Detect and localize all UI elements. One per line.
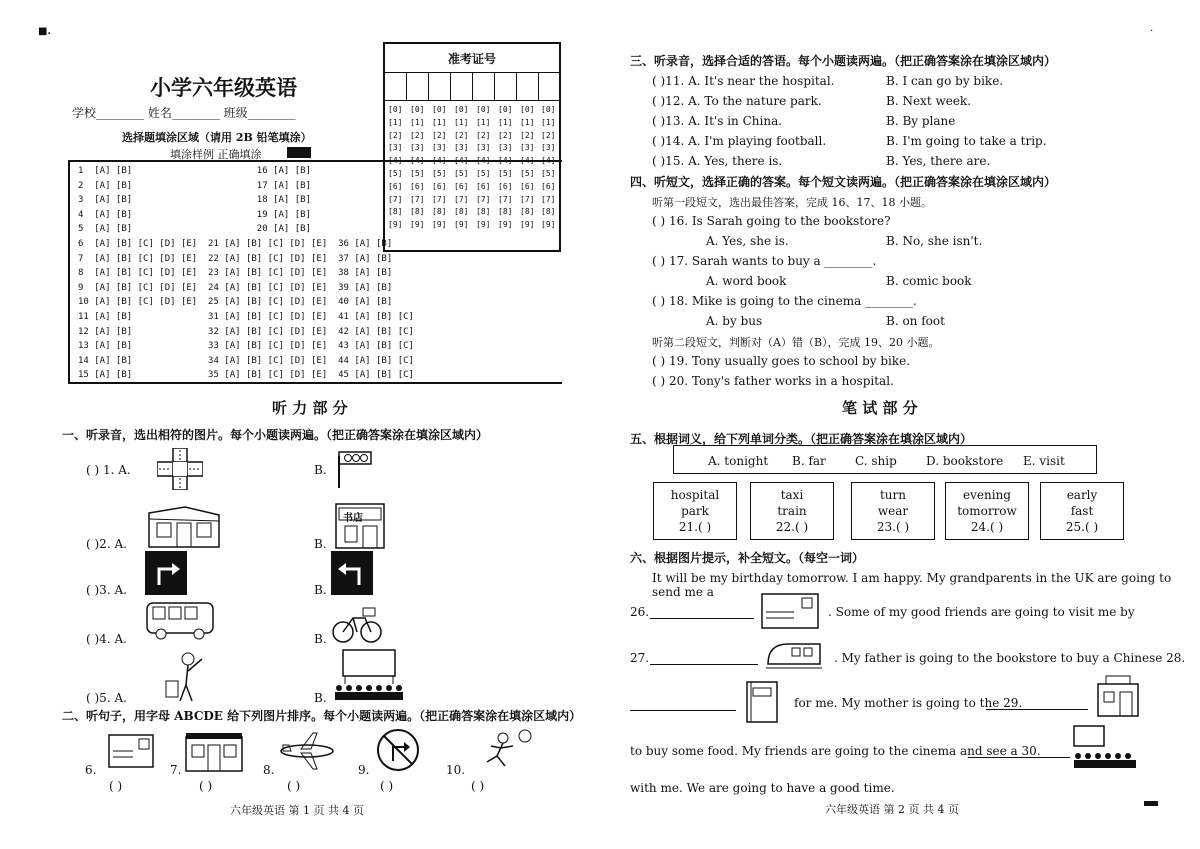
passage-line-1: It will be my birthday tomorrow. I am happy. My grandparents in the UK are going to send me a [652, 571, 1172, 599]
q2-label: ( )2. A. [86, 537, 127, 551]
passage-line-2: . Some of my good friends are going to visit me by [828, 605, 1135, 619]
q7-label: 7. [170, 763, 182, 777]
section4-intro1: 听第一段短文，选出最佳答案，完成 16、17、18 小题。 [652, 196, 932, 209]
answer-paren[interactable]: 24.( ) [970, 520, 1004, 534]
train-icon [764, 634, 824, 674]
answer-row[interactable]: 4 [A] [B] 19 [A] [B] [78, 209, 311, 220]
q16-option-b: B. No, she isn't. [886, 234, 983, 248]
q17-option-b: B. comic book [886, 274, 972, 288]
q15-option-b: B. Yes, there are. [886, 154, 991, 168]
no-right-turn-sign-icon [375, 727, 421, 773]
blank-27[interactable] [650, 664, 758, 665]
q17-option-a: A. word book [706, 274, 787, 288]
answer-sheet [68, 160, 562, 384]
answer-row[interactable]: 6 [A] [B] [C] [D] [E] 21 [A] [B] [C] [D] [E] 36 [A] [B] [78, 238, 393, 249]
q13-text: ( )13. A. It's in China. [652, 114, 783, 128]
traveler-icon [160, 651, 210, 703]
q16-text: ( ) 16. Is Sarah going to the bookstore? [652, 214, 891, 228]
blank-26-number: 26. [630, 605, 650, 619]
category-box-21: hospital park 21.( ) [653, 482, 737, 540]
digit-column: [0] [1] [2] [3] [4] [5] [6] [7] [8] [9] [410, 105, 425, 230]
turn-right-sign-icon [145, 551, 187, 595]
category-box-25: early fast 25.( ) [1040, 482, 1124, 540]
category-box-23: turn wear 23.( ) [851, 482, 935, 540]
q18-text: ( ) 18. Mike is going to the cinema ________. [652, 294, 917, 308]
answer-row[interactable]: 3 [A] [B] 18 [A] [B] [78, 195, 311, 206]
blank-30[interactable] [968, 757, 1070, 758]
shop-building-icon [145, 503, 223, 549]
q9-label: 9. [358, 763, 370, 777]
answer-paren[interactable]: ( ) [380, 779, 394, 793]
answer-paren[interactable]: 22.( ) [775, 520, 809, 534]
blank-29[interactable] [986, 709, 1088, 710]
option-b-label: B. [314, 583, 327, 597]
answer-row[interactable]: 12 [A] [B] 32 [A] [B] [C] [D] [E] 42 [A] [B] [C] [78, 326, 414, 337]
corner-mark: ■. [38, 26, 51, 37]
answer-row[interactable]: 5 [A] [B] 20 [A] [B] [78, 224, 311, 235]
page1-footer: 六年级英语 第 1 页 共 4 页 [230, 804, 364, 817]
turn-left-sign-icon [331, 551, 373, 595]
q16-option-a: A. Yes, she is. [706, 234, 789, 248]
answer-paren[interactable]: ( ) [199, 779, 213, 793]
sample-label: 填涂样例 正确填涂 [170, 148, 262, 161]
answer-paren[interactable]: ( ) [471, 779, 485, 793]
answer-row[interactable]: 15 [A] [B] 35 [A] [B] [C] [D] [E] 45 [A] [B] [C] [78, 370, 414, 381]
word-option: D. bookstore [926, 454, 1004, 468]
q4-label: ( )4. A. [86, 632, 127, 646]
passage-line-6: with me. We are going to have a good time. [630, 781, 895, 795]
answer-row[interactable]: 2 [A] [B] 17 [A] [B] [78, 180, 311, 191]
child-running-icon [465, 726, 541, 772]
page2-footer: 六年级英语 第 2 页 共 4 页 [825, 803, 959, 816]
word-option: C. ship [855, 454, 897, 468]
word-option: E. visit [1023, 454, 1065, 468]
q15-text: ( )15. A. Yes, there is. [652, 154, 783, 168]
q12-option-b: B. Next week. [886, 94, 972, 108]
answer-row[interactable]: 1 [A] [B] 16 [A] [B] [78, 166, 311, 176]
bus-icon [145, 601, 215, 641]
answer-row[interactable]: 9 [A] [B] [C] [D] [E] 24 [A] [B] [C] [D] [E] 39 [A] [B] [78, 282, 393, 293]
traffic-light-icon [333, 448, 373, 488]
supermarket-icon [1096, 674, 1140, 718]
section4-title: 四、听短文，选择正确的答案。每个短文读两遍。（把正确答案涂在填涂区域内） [630, 175, 1057, 189]
answer-rows [78, 164, 414, 383]
word-option: B. far [792, 454, 826, 468]
store-front-icon [184, 731, 244, 773]
bookstore-sign: 书店 [343, 513, 363, 524]
answer-row[interactable]: 8 [A] [B] [C] [D] [E] 23 [A] [B] [C] [D] [E] 38 [A] [B] [78, 268, 393, 279]
q12-text: ( )12. A. To the nature park. [652, 94, 822, 108]
passage-line-5: to buy some food. My friends are going to the cinema and see a 30. [630, 744, 1041, 758]
blank-27-number: 27. [630, 651, 650, 665]
option-b-label: B. [314, 463, 327, 477]
digit-column: [0] [1] [2] [3] [4] [5] [6] [7] [8] [9] [520, 105, 535, 230]
q5-label: ( )5. A. [86, 691, 127, 705]
corner-mark: · [1150, 26, 1154, 37]
section3-title: 三、听录音，选择合适的答语。每个小题读两遍。（把正确答案涂在填涂区域内） [630, 54, 1057, 68]
fill-area-title: 选择题填涂区域（请用 2B 铅笔填涂） [122, 131, 312, 144]
passage-line-3: . My father is going to the bookstore to buy a Chinese 28. [834, 651, 1186, 665]
q11-option-b: B. I can go by bike. [886, 74, 1004, 88]
answer-paren[interactable]: 25.( ) [1065, 520, 1099, 534]
filled-sample-mark [287, 147, 311, 158]
option-b-label: B. [314, 537, 327, 551]
section5-title: 五、根据词义，给下列单词分类。（把正确答案涂在填涂区域内） [630, 432, 973, 446]
digit-column: [0] [1] [2] [3] [4] [5] [6] [7] [8] [9] [498, 105, 513, 230]
answer-paren[interactable]: ( ) [109, 779, 123, 793]
section4-intro2: 听第二段短文，判断对（A）错（B），完成 19、20 小题。 [652, 336, 940, 349]
book-icon [743, 680, 781, 724]
q17-text: ( ) 17. Sarah wants to buy a ________. [652, 254, 877, 268]
exam-id-title: 准考证号 [447, 52, 496, 66]
q18-option-b: B. on foot [886, 314, 945, 328]
postcard-icon [107, 731, 155, 771]
word-bank-box [673, 445, 1097, 474]
digit-column: [0] [1] [2] [3] [4] [5] [6] [7] [8] [9] [388, 105, 403, 230]
answer-row[interactable]: 7 [A] [B] [C] [D] [E] 22 [A] [B] [C] [D] [E] 37 [A] [B] [78, 253, 393, 264]
q11-text: ( )11. A. It's near the hospital. [652, 74, 835, 88]
digit-column: [0] [1] [2] [3] [4] [5] [6] [7] [8] [9] [541, 105, 556, 230]
q19-text: ( ) 19. Tony usually goes to school by bike. [652, 354, 911, 368]
answer-paren[interactable]: 23.( ) [876, 520, 910, 534]
bicycle-icon [331, 604, 383, 644]
digit-column: [0] [1] [2] [3] [4] [5] [6] [7] [8] [9] [432, 105, 447, 230]
q3-label: ( )3. A. [86, 583, 127, 597]
q20-text: ( ) 20. Tony's father works in a hospital. [652, 374, 894, 388]
answer-row[interactable]: 14 [A] [B] 34 [A] [B] [C] [D] [E] 44 [A] [B] [C] [78, 355, 414, 366]
q14-option-b: B. I'm going to take a trip. [886, 134, 1047, 148]
answer-row[interactable]: 10 [A] [B] [C] [D] [E] 25 [A] [B] [C] [D] [E] 40 [A] [B] [78, 297, 393, 308]
corner-mark [1144, 801, 1158, 806]
answer-row[interactable]: 13 [A] [B] 33 [A] [B] [C] [D] [E] 43 [A] [B] [C] [78, 341, 414, 352]
cinema-icon [1070, 724, 1140, 770]
category-box-24: evening tomorrow 24.( ) [945, 482, 1029, 540]
section6-title: 六、根据图片提示，补全短文。（每空一词） [630, 551, 865, 565]
passage-line-4: for me. My mother is going to the 29. [794, 696, 1023, 710]
q6-label: 6. [85, 763, 97, 777]
q14-text: ( )14. A. I'm playing football. [652, 134, 827, 148]
category-box-22: taxi train 22.( ) [750, 482, 834, 540]
blank-28[interactable] [630, 710, 736, 711]
option-b-label: B. [314, 691, 327, 705]
section2-title: 二、听句子，用字母 ABCDE 给下列图片排序。每个小题读两遍。（把正确答案涂在填涂区域内） [62, 709, 582, 723]
page-title: 小学六年级英语 [150, 75, 297, 100]
blank-26[interactable] [650, 618, 754, 619]
bookstore-icon [333, 500, 387, 550]
option-b-label: B. [314, 632, 327, 646]
answer-paren[interactable]: ( ) [287, 779, 301, 793]
answer-row[interactable]: 11 [A] [B] 31 [A] [B] [C] [D] [E] 41 [A] [B] [C] [78, 311, 414, 322]
crossroads-icon [157, 448, 203, 490]
q10-label: 10. [446, 763, 466, 777]
airplane-icon [279, 731, 335, 771]
q13-option-b: B. By plane [886, 114, 956, 128]
q18-option-a: A. by bus [706, 314, 763, 328]
digit-column: [0] [1] [2] [3] [4] [5] [6] [7] [8] [9] [454, 105, 469, 230]
word-option: A. tonight [708, 454, 769, 468]
digit-column: [0] [1] [2] [3] [4] [5] [6] [7] [8] [9] [476, 105, 491, 230]
answer-paren[interactable]: 21.( ) [678, 520, 712, 534]
cinema-icon [331, 648, 407, 702]
writing-section-title: 笔 试 部 分 [842, 399, 918, 417]
q8-label: 8. [263, 763, 275, 777]
section1-title: 一、听录音，选出相符的图片。每个小题读两遍。（把正确答案涂在填涂区域内） [62, 428, 489, 442]
postcard-icon [760, 590, 820, 632]
listening-section-title: 听 力 部 分 [272, 399, 348, 417]
student-info-row: 学校________ 姓名________ 班级________ [72, 106, 296, 120]
q1-label: ( ) 1. A. [86, 463, 131, 477]
